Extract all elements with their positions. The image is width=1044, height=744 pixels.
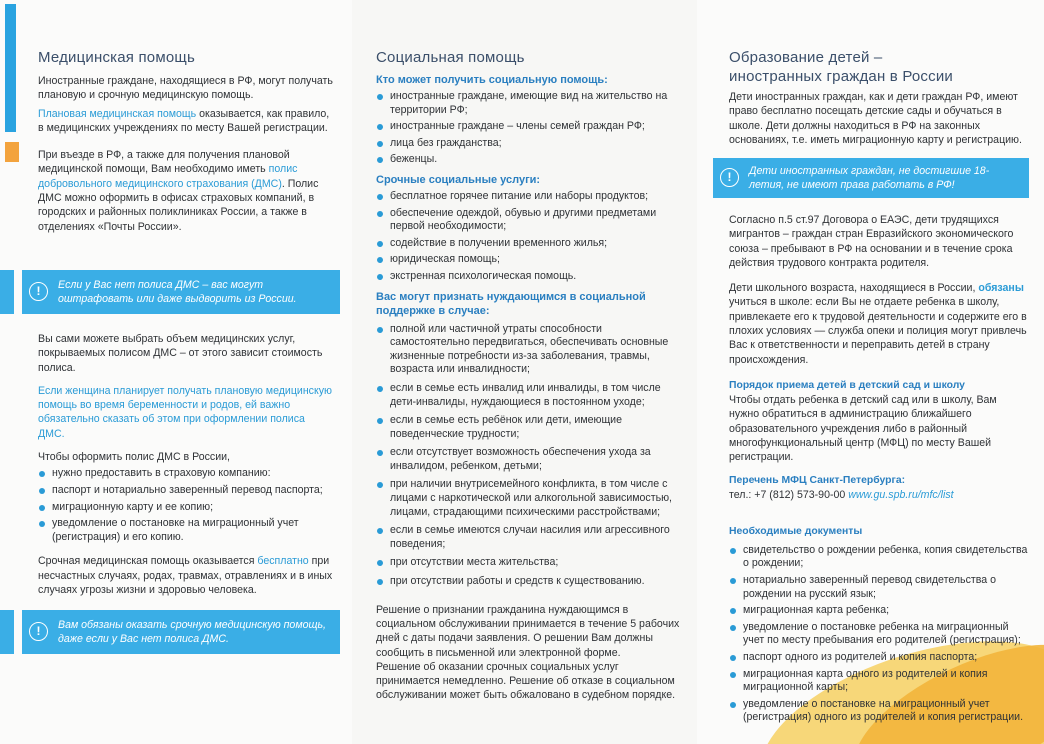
bullet-icon xyxy=(377,482,383,488)
urgent-services-subtitle: Срочные социальные услуги: xyxy=(376,173,541,186)
eligible-list xyxy=(376,90,680,167)
callout-stripe xyxy=(0,270,14,314)
medical-intro: Иностранные граждане, находящиеся в РФ, могут получать плановую и срочную медицинскую помощь. xyxy=(38,75,333,102)
bullet-icon xyxy=(39,505,45,511)
list-item: бесплатное горячее питание или наборы продуктов; xyxy=(376,190,680,204)
bullet-icon xyxy=(377,194,383,200)
bullet-icon xyxy=(377,141,383,147)
list-item: экстренная психологическая помощь. xyxy=(376,270,680,284)
list-item: иностранные граждане, имеющие вид на жительство на территории РФ; xyxy=(376,90,680,117)
accent-bar-orange xyxy=(5,142,19,162)
callout-urgent-care: ! Вам обязаны оказать срочную медицинскую помощь, даже если у Вас нет полиса ДМС. xyxy=(22,610,340,654)
panel-medical xyxy=(0,0,352,744)
accent-bar-blue xyxy=(5,4,16,132)
bullet-icon xyxy=(730,655,736,661)
list-item: если отсутствует возможность обеспечения ухода за инвалидом, ребенком, детьми; xyxy=(376,446,680,473)
callout-stripe xyxy=(0,610,14,654)
pregnancy-text: Если женщина планирует получать плановую медицинскую помощь во время беременности и родов, ей важно обязательно сказать об этом при оформлении полиса ДМС. xyxy=(38,384,332,440)
list-item: содействие в получении временного жилья; xyxy=(376,237,680,251)
bullet-icon xyxy=(39,488,45,494)
decision-text: Решение о признании гражданина нуждающимся в социальном обслуживании принимается в течение 5 рабочих дней с даты подачи заявления. О решении Вам должны сообщить в письменной или электронной форме. xyxy=(376,603,680,659)
list-item: свидетельство о рождении ребенка, копия свидетельства о рождении; xyxy=(729,544,1029,571)
list-item: при наличии внутрисемейного конфликта, в том числе с лицами с наркотической или алкогольной зависимостью, лицами, страдающими психическими расстройствами; xyxy=(376,478,680,519)
list-item: нужно предоставить в страховую компанию: xyxy=(38,467,334,481)
education-title: Образование детей – иностранных граждан в России xyxy=(729,49,953,85)
bullet-icon xyxy=(730,608,736,614)
alert-icon: ! xyxy=(720,168,739,187)
callout-children-work: ! Дети иностранных граждан, не достигшие 18-летия, не имеют права работать в РФ! xyxy=(713,158,1029,198)
alert-icon: ! xyxy=(29,622,48,641)
required-documents-list xyxy=(729,544,1029,725)
bullet-icon xyxy=(377,124,383,130)
admission-subtitle: Порядок приема детей в детский сад и школу xyxy=(729,379,965,391)
panel-education xyxy=(697,0,1044,744)
list-item: беженцы. xyxy=(376,153,680,167)
bullet-icon xyxy=(377,257,383,263)
who-can-get-subtitle: Кто может получить социальную помощь: xyxy=(376,74,608,86)
admission-text: Чтобы отдать ребенка в детский сад или в школу, Вам нужно обратиться в администрацию ближайшего образовательного учреждения либо в районный многофункциональный центр (МФЦ) по месту Вашей регистрации. xyxy=(729,393,997,464)
bullet-icon xyxy=(730,625,736,631)
need-support-list xyxy=(376,323,680,589)
urgent-care-text: Срочная медицинская помощь оказывается бесплатно при несчастных случаях, родах, травмах, отравлениях и в иных случаях угрозы жизни и здоровью человека. xyxy=(38,555,333,596)
social-title: Социальная помощь xyxy=(376,49,525,66)
list-item: иностранные граждане – члены семей граждан РФ; xyxy=(376,120,680,134)
bullet-icon xyxy=(377,157,383,163)
list-item: если в семье имеются случаи насилия или агрессивного поведения; xyxy=(376,524,680,551)
documents-subtitle: Необходимые документы xyxy=(729,525,863,537)
bullet-icon xyxy=(377,327,383,333)
education-intro: Дети иностранных граждан, как и дети граждан РФ, имеют право бесплатно посещать детские сады и обучаться в школе. Дети должны находиться в РФ на законных основаниях, т.е. иметь миграционную карту и регистрацию. xyxy=(729,91,1022,146)
bullet-icon xyxy=(377,418,383,424)
list-item: паспорт одного из родителей и копия паспорта; xyxy=(729,651,1029,665)
bullet-icon xyxy=(377,211,383,217)
bullet-icon xyxy=(377,560,383,566)
list-item: обеспечение одеждой, обувью и другими предметами первой необходимости; xyxy=(376,207,680,234)
list-item: при отсутствии работы и средств к существованию. xyxy=(376,575,680,589)
callout-no-dms: ! Если у Вас нет полиса ДМС – вас могут оштрафовать или даже выдворить из России. xyxy=(22,270,340,314)
list-item: юридическая помощь; xyxy=(376,253,680,267)
list-item: полной или частичной утраты способности самостоятельно передвигаться, обеспечивать основные жизненные потребности из-за заболевания, травмы, возраста или инвалидности; xyxy=(376,323,680,377)
dms-documents-list xyxy=(38,467,334,544)
list-item: лица без гражданства; xyxy=(376,137,680,151)
bullet-icon xyxy=(377,528,383,534)
list-item: уведомление о постановке ребенка на миграционный учет по месту пребывания его родителей (регистрация); xyxy=(729,621,1029,648)
list-item: уведомление о постановке на миграционный учет (регистрация) и его копию. xyxy=(38,517,334,544)
bullet-icon xyxy=(377,94,383,100)
bullet-icon xyxy=(377,241,383,247)
list-item: паспорт и нотариально заверенный перевод паспорта; xyxy=(38,484,334,498)
planned-care-text: Плановая медицинская помощь оказывается, как правило, в медицинских учреждениях по месту Вашей регистрации. xyxy=(38,107,330,134)
list-item: если в семье есть ребёнок или дети, имеющие поведенческие трудности; xyxy=(376,414,680,441)
list-item: нотариально заверенный перевод свидетельства о рождении на русский язык; xyxy=(729,574,1029,601)
list-item: миграционную карту и ее копию; xyxy=(38,501,334,515)
bullet-icon xyxy=(377,450,383,456)
need-support-subtitle: Вас могут признать нуждающимся в социальной поддержке в случае: xyxy=(376,290,646,317)
dms-volume-text: Вы сами можете выбрать объем медицинских услуг, покрываемых полисом ДМС – от этого зависит стоимость полиса. xyxy=(38,333,323,374)
list-item: если в семье есть инвалид или инвалиды, в том числе дети-инвалиды, нуждающиеся в постоянном уходе; xyxy=(376,382,680,409)
bullet-icon xyxy=(377,274,383,280)
mfc-subtitle: Перечень МФЦ Санкт-Петербурга: xyxy=(729,475,906,487)
bullet-icon xyxy=(39,471,45,477)
bullet-icon xyxy=(377,386,383,392)
school-obligation-text: Дети школьного возраста, находящиеся в России, обязаны учиться в школе: если Вы не отдаете ребенка в школу, привлекаете его к трудовой деятельности и содержите его в плохих условиях — служба опеки и полиция могут привлечь Вас к ответственности и переправить детей в страну происхождения. xyxy=(729,282,1027,366)
eaeu-text: Согласно п.5 ст.97 Договора о ЕАЭС, дети трудящихся мигрантов – граждан стран Евразийского экономического союза – пребывают в РФ на основании и в течение срока действия трудового контракта родителя. xyxy=(729,214,1014,269)
bullet-icon xyxy=(730,548,736,554)
dms-how-text: Чтобы оформить полис ДМС в России, xyxy=(38,451,230,464)
list-item: миграционная карта ребенка; xyxy=(729,604,1029,618)
bullet-icon xyxy=(730,578,736,584)
bullet-icon xyxy=(730,672,736,678)
mfc-contacts: тел.: +7 (812) 573-90-00 www.gu.spb.ru/mfc/list xyxy=(729,489,954,502)
dms-policy-text: При въезде в РФ, а также для получения плановой медицинской помощи, Вам необходимо иметь полис добровольного медицинского страхования (ДМС). Полис ДМС можно оформить в офисах страховых компаний, в городских и районных поликлиниках России, а также в отделениях «Почты России». xyxy=(38,149,319,233)
panel-social xyxy=(352,0,697,744)
list-item: уведомление о постановке на миграционный учет (регистрация) одного из родителей и копия регистрации. xyxy=(729,698,1029,725)
urgent-services-list xyxy=(376,190,680,284)
bullet-icon xyxy=(730,702,736,708)
bullet-icon xyxy=(377,579,383,585)
bullet-icon xyxy=(39,521,45,527)
mfc-link[interactable]: www.gu.spb.ru/mfc/list xyxy=(848,489,954,502)
list-item: миграционная карта одного из родителей и копия миграционной карты; xyxy=(729,668,1029,695)
medical-title: Медицинская помощь xyxy=(38,49,195,66)
alert-icon: ! xyxy=(29,282,48,301)
appeal-text: Решение об оказании срочных социальных услуг принимается немедленно. Решение об отказе в социальном обслуживании может быть обжаловано в судебном порядке. xyxy=(376,660,676,702)
list-item: при отсутствии места жительства; xyxy=(376,556,680,570)
